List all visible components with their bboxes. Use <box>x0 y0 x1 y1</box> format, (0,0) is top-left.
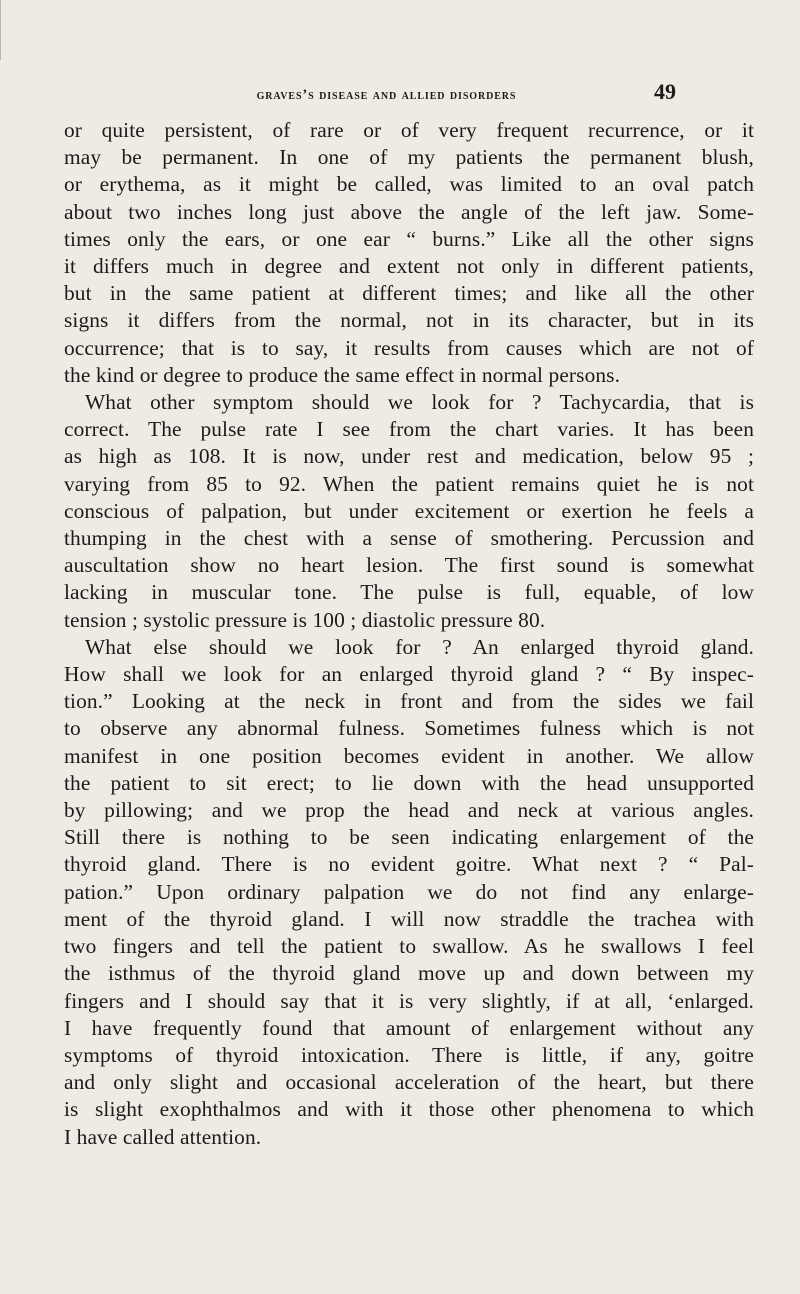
text-line: about two inches long just above the angle of the left jaw. Some- <box>64 199 754 224</box>
text-line: the patient to sit erect; to lie down with the head unsupported <box>64 770 754 795</box>
text-line: or erythema, as it might be called, was limited to an oval patch <box>64 172 754 197</box>
text-line: I have frequently found that amount of enlargement without any <box>64 1015 754 1040</box>
text-line: varying from 85 to 92. When the patient remains quiet he is not <box>64 471 754 496</box>
text-line: the isthmus of the thyroid gland move up and down between my <box>64 961 754 986</box>
text-line: two fingers and tell the patient to swallow. As he swallows I feel <box>64 934 754 959</box>
text-line: is slight exophthalmos and with it those other phenomena to which <box>64 1097 754 1122</box>
text-line: fingers and I should say that it is very slightly, if at all, ‘enlarged. <box>64 988 754 1013</box>
text-line: lacking in muscular tone. The pulse is full, equable, of low <box>64 580 754 605</box>
text-line: as high as 108. It is now, under rest and medication, below 95 ; <box>64 444 754 469</box>
text-line: by pillowing; and we prop the head and neck at various angles. <box>64 798 754 823</box>
page-edge-rule <box>0 0 5 60</box>
text-line: conscious of palpation, but under excitement or exertion he feels a <box>64 498 754 523</box>
text-line: may be permanent. In one of my patients the permanent blush, <box>64 145 754 170</box>
text-line: signs it differs from the normal, not in its character, but in its <box>64 308 754 333</box>
text-line: times only the ears, or one ear “ burns.” Like all the other signs <box>64 226 754 251</box>
text-line: ment of the thyroid gland. I will now straddle the trachea with <box>64 906 754 931</box>
text-line: and only slight and occasional acceleration of the heart, but there <box>64 1070 754 1095</box>
text-line: or quite persistent, of rare or of very frequent recurrence, or it <box>64 118 754 142</box>
text-line: tension ; systolic pressure is 100 ; diastolic pressure 80. <box>64 607 546 632</box>
text-line: the kind or degree to produce the same effect in normal persons. <box>64 362 621 387</box>
text-line: occurrence; that is to say, it results from causes which are not of <box>64 335 754 360</box>
text-line: symptoms of thyroid intoxication. There is little, if any, goitre <box>64 1042 754 1067</box>
running-title: graves’s disease and allied disorders <box>256 87 517 103</box>
text-line: I have called attention. <box>64 1124 262 1149</box>
text-line: Still there is nothing to be seen indicating enlargement of the <box>64 825 754 850</box>
text-line: manifest in one position becomes evident in another. We allow <box>64 743 754 768</box>
text-line: thumping in the chest with a sense of smothering. Percussion and <box>64 526 754 551</box>
text-line: it differs much in degree and extent not only in different patients, <box>64 254 754 279</box>
text-line: tion.” Looking at the neck in front and from the sides we fail <box>64 689 754 714</box>
text-line: to observe any abnormal fulness. Sometimes fulness which is not <box>64 716 754 741</box>
text-line: auscultation show no heart lesion. The first sound is somewhat <box>64 553 754 578</box>
text-line: correct. The pulse rate I see from the chart varies. It has been <box>64 417 754 442</box>
text-line: pation.” Upon ordinary palpation we do not find any enlarge- <box>64 879 754 904</box>
text-line: What else should we look for ? An enlarged thyroid gland. <box>85 634 754 659</box>
text-line: How shall we look for an enlarged thyroid gland ? “ By inspec- <box>64 662 754 687</box>
page-number: 49 <box>654 79 676 104</box>
running-head <box>126 79 686 109</box>
text-line: What other symptom should we look for ? Tachycardia, that is <box>85 390 754 415</box>
text-line: but in the same patient at different times; and like all the other <box>64 281 754 306</box>
text-line: thyroid gland. There is no evident goitre. What next ? “ Pal- <box>64 852 754 877</box>
body-text <box>64 117 754 1151</box>
